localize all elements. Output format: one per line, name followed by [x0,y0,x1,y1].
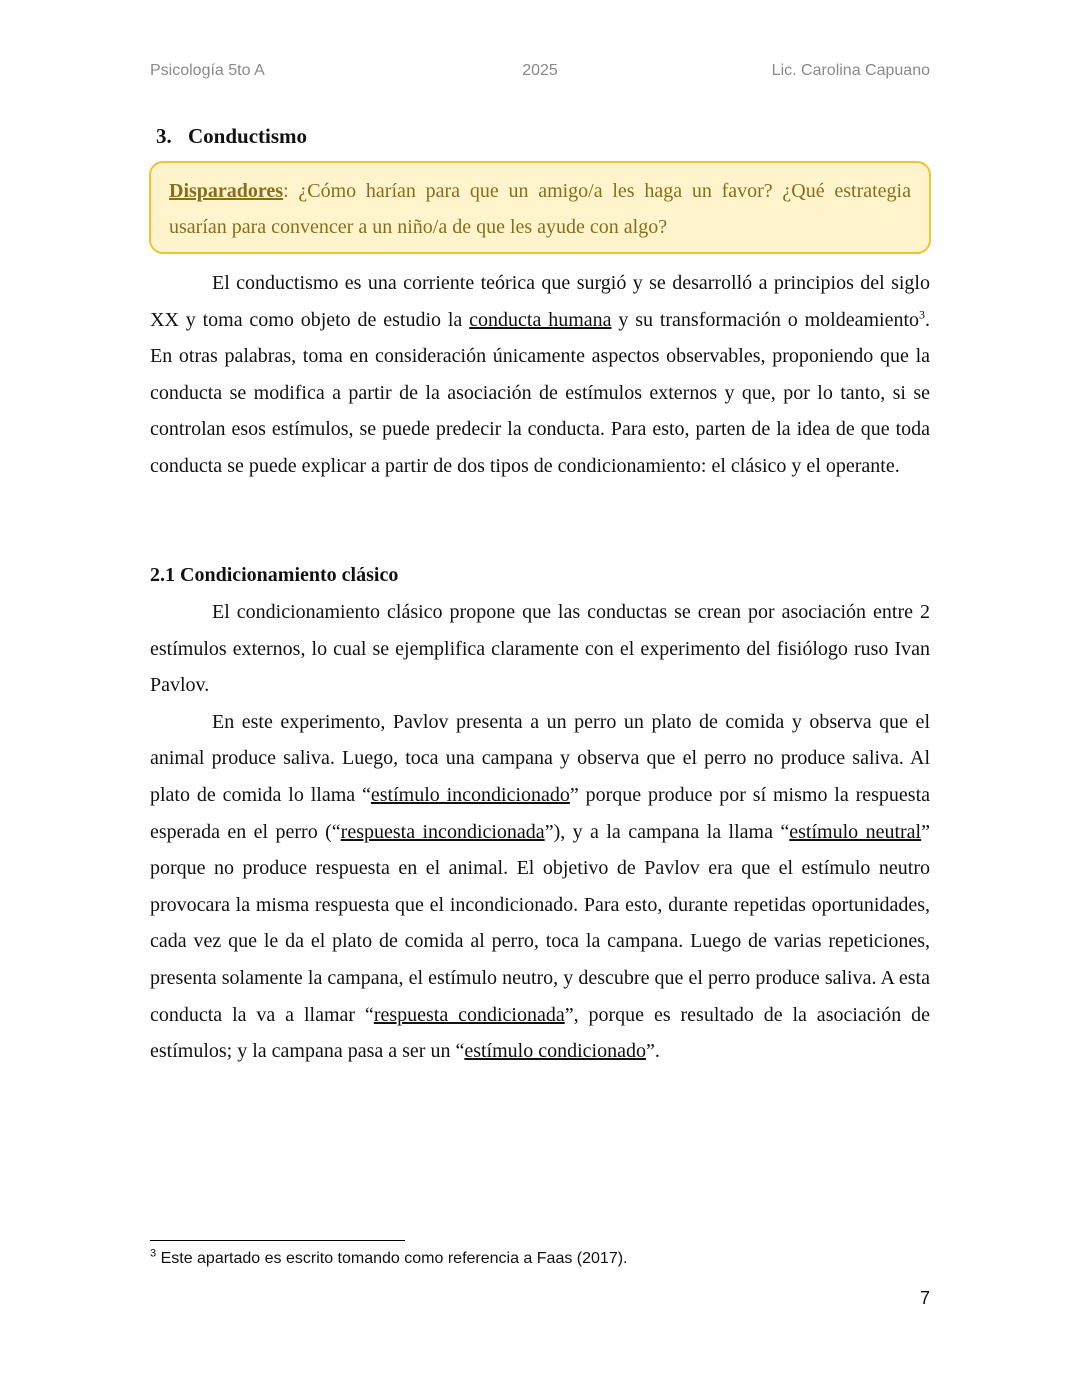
term-estimulo-incondicionado: estímulo incondicionado [370,783,570,806]
header-year: 2025 [522,62,558,79]
disparadores-box [149,161,931,254]
header-course: Psicología 5to A [150,62,265,79]
para3-text-1: En este experimento, Pavlov presenta a un perro un plato de comida y observa que el animal produce saliva. Luego, toca una campana y observa que el perro no produce saliva. Al plato de comida lo llama “ [150,710,930,806]
paragraph-definition: El condicionamiento clásico propone que las conductas se crean por asociación entre 2 estímulos externos, lo cual se ejemplifica claramente con el experimento del fisiólogo ruso Ivan Pavlov. [150,601,930,697]
para3-text-6: ”. [645,1040,660,1063]
page-header [150,62,930,86]
paragraph-experiment [150,704,930,1070]
term-estimulo-condicionado: estímulo condicionado [464,1040,646,1063]
term-conducta-humana: conducta humana [469,308,612,331]
section-number: 3. [156,124,172,148]
term-estimulo-neutral: estímulo neutral [789,820,922,843]
para3-text-2: ” porque produce por sí mismo la respuesta esperada en el perro (“ [150,783,931,843]
subsection-heading: 2.1 Condicionamiento clásico [150,564,399,586]
footnote-separator [150,1240,405,1241]
disparadores-text: : ¿Cómo harían para que un amigo/a les haga un favor? ¿Qué estrategia usarían para convencer a un niño/a de que les ayude con algo? [169,180,911,238]
para1-text-2: y su transformación o moldeamiento [611,308,920,331]
footnote [150,1247,628,1268]
classical-conditioning-body [150,594,930,1070]
disparadores-label: Disparadores [169,180,284,202]
intro-paragraph [150,265,930,485]
term-respuesta-condicionada: respuesta condicionada [373,1003,565,1026]
footnote-mark: 3 [150,1247,157,1260]
para3-text-3: ”), y a la campana la llama “ [544,820,790,843]
section-heading [156,124,307,149]
para1-text-3: . En otras palabras, toma en consideración únicamente aspectos observables, proponiendo que la conducta se modifica a partir de la asociación de estímulos externos y que, por lo tanto, si se controlan esos estímulos, se puede predecir la conducta. Para esto, parten de la idea de que toda conducta se puede explicar a partir de dos tipos de condicionamiento: el clásico y el operante. [150,308,931,477]
term-respuesta-incondicionada: respuesta incondicionada [340,820,545,843]
page-number: 7 [919,1288,930,1308]
para3-text-4: ” porque no produce respuesta en el animal. El objetivo de Pavlov era que el estímulo neutro provocara la misma respuesta que el incondicionado. Para esto, durante repetidas oportunidades, cada vez que le da el plato de comida al perro, toca la campana. Luego de varias repeticiones, presenta solamente la campana, el estímulo neutro, y descubre que el perro produce saliva. A esta conducta la va a llamar “ [150,820,930,1026]
para3-text-5: ”, porque es resultado de la asociación de estímulos; y la campana pasa a ser un “ [150,1003,930,1063]
footnote-reference[interactable]: 3 [919,306,926,321]
footnote-text: Este apartado es escrito tomando como referencia a Faas (2017). [156,1250,628,1267]
header-author: Lic. Carolina Capuano [771,62,930,79]
section-title: Conductismo [188,124,308,148]
para1-text-1: El conductismo es una corriente teórica que surgió y se desarrolló a principios del siglo XX y toma como objeto de estudio la [150,272,930,331]
